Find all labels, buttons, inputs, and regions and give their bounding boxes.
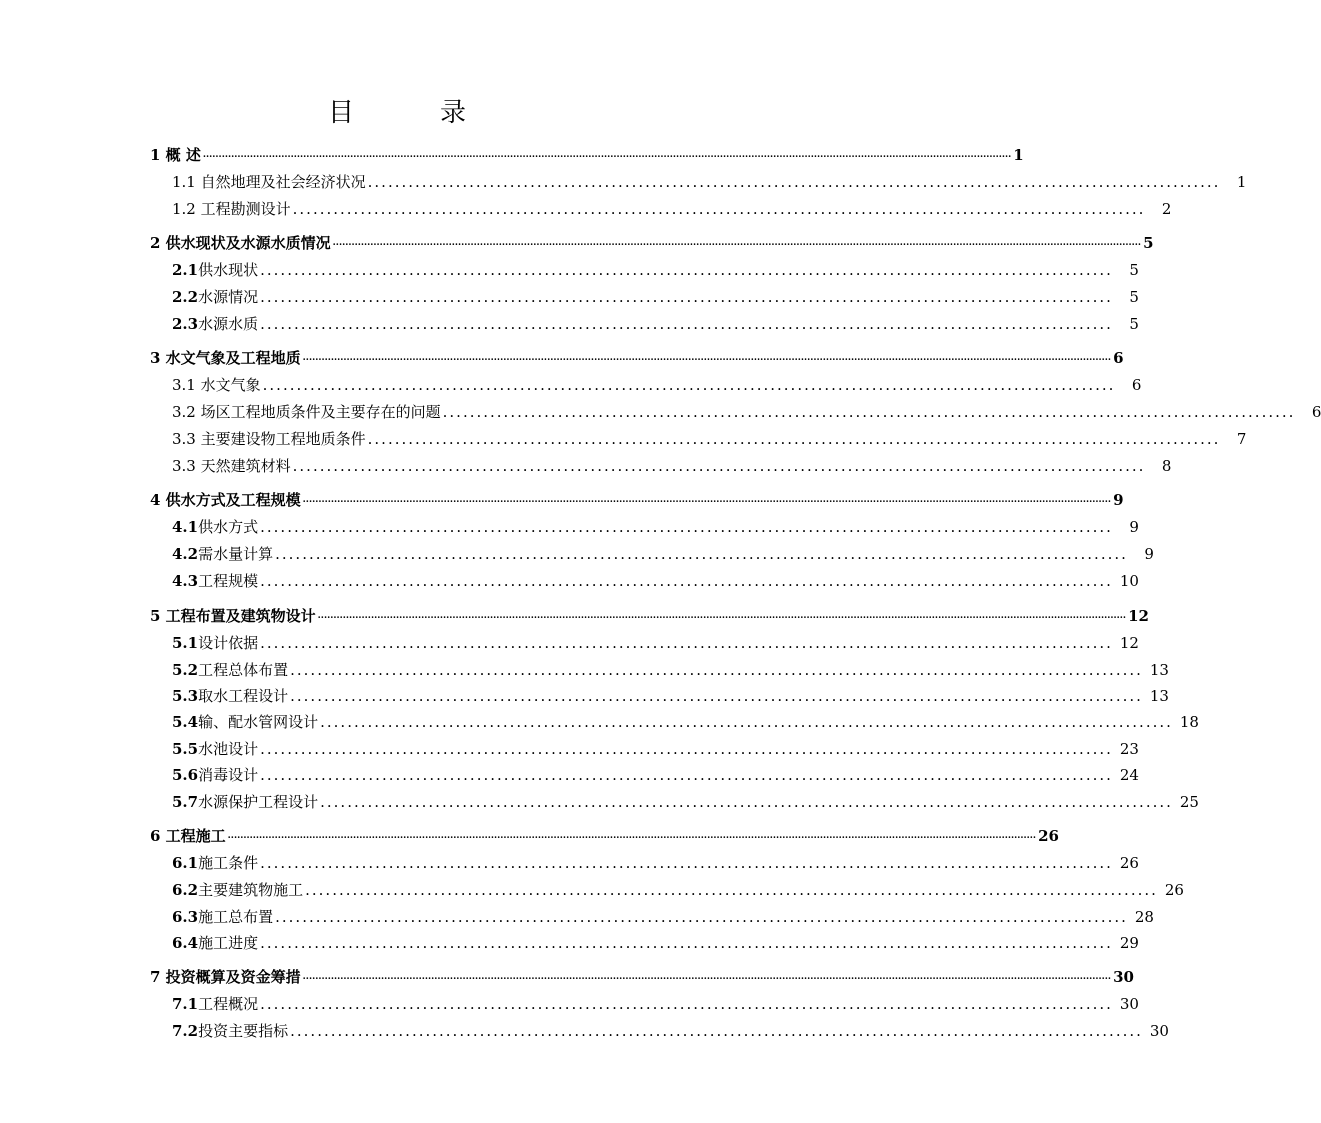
toc-entry-number: 1 bbox=[150, 146, 161, 164]
toc-page-number: 6 bbox=[1131, 376, 1142, 394]
toc-entry-number: 3 bbox=[150, 349, 161, 367]
toc-leader-dots: .............................................................................................................................. bbox=[320, 793, 1173, 811]
toc-page-number: 13 bbox=[1149, 661, 1169, 679]
toc-entry-number: 2.2 bbox=[172, 288, 199, 306]
toc-section-row[interactable] bbox=[172, 426, 1247, 448]
toc-leader-dots: .................................................................................................................................................................................................................................................................. bbox=[302, 353, 1112, 363]
toc-entry-number: 5.1 bbox=[172, 634, 199, 652]
toc-entry-label bbox=[150, 607, 316, 625]
toc-entry-number: 5.4 bbox=[172, 713, 199, 731]
toc-entry-label bbox=[172, 854, 258, 872]
toc-entry-label bbox=[172, 200, 291, 218]
toc-entry-label bbox=[172, 740, 258, 758]
toc-leader-dots: .............................................................................................................................. bbox=[260, 315, 1113, 333]
toc-section-row[interactable] bbox=[172, 196, 1172, 218]
toc-section-row[interactable] bbox=[172, 541, 1154, 563]
toc-page-number: 12 bbox=[1119, 634, 1139, 652]
toc-leader-dots: .............................................................................................................................. bbox=[305, 881, 1158, 899]
toc-section-row[interactable] bbox=[172, 169, 1247, 191]
toc-entry-title: 主要建设物工程地质条件 bbox=[195, 430, 366, 448]
toc-entry-label bbox=[150, 349, 301, 367]
toc-entry-label bbox=[172, 261, 258, 279]
toc-entry-title: 自然地理及社会经济状况 bbox=[195, 173, 366, 191]
toc-entry-label bbox=[172, 518, 258, 536]
toc-entry-number: 2 bbox=[150, 234, 161, 252]
toc-entry-title: 工程勘测设计 bbox=[195, 200, 291, 218]
toc-leader-dots: .............................................................................................................................. bbox=[260, 261, 1113, 279]
toc-section-row[interactable] bbox=[172, 789, 1199, 811]
toc-entry-title: 供水现状及水源水质情况 bbox=[160, 234, 331, 252]
toc-entry-title: 供水现状 bbox=[198, 261, 259, 279]
toc-leader-dots: .............................................................................................................................. bbox=[260, 766, 1113, 784]
toc-entry-number: 2.3 bbox=[172, 315, 199, 333]
toc-entry-title: 供水方式 bbox=[198, 518, 259, 536]
toc-entry-label bbox=[172, 545, 273, 563]
toc-entry-number: 1.2 bbox=[172, 200, 196, 218]
toc-section-row[interactable] bbox=[172, 904, 1154, 926]
toc-leader-dots: .............................................................................................................................. bbox=[367, 430, 1221, 448]
toc-entry-title: 工程概况 bbox=[198, 995, 259, 1013]
toc-page-number: 2 bbox=[1161, 200, 1172, 218]
toc-chapter-row[interactable] bbox=[150, 964, 1134, 986]
toc-entry-label bbox=[172, 687, 288, 705]
toc-entry-number: 3.3 bbox=[172, 430, 196, 448]
toc-page-number: 7 bbox=[1236, 430, 1247, 448]
toc-entry-title: 需水量计算 bbox=[198, 545, 274, 563]
toc-page-number: 1 bbox=[1236, 173, 1247, 191]
toc-entry-number: 7.1 bbox=[172, 995, 199, 1013]
toc-entry-title: 水文气象及工程地质 bbox=[160, 349, 301, 367]
toc-section-row[interactable] bbox=[172, 877, 1184, 899]
toc-entry-title: 水源保护工程设计 bbox=[198, 793, 319, 811]
toc-page-number: 1 bbox=[1013, 146, 1024, 164]
toc-entry-label bbox=[172, 1022, 288, 1040]
toc-section-row[interactable] bbox=[172, 991, 1139, 1013]
toc-entry-number: 6.1 bbox=[172, 854, 199, 872]
toc-entry-number: 4.1 bbox=[172, 518, 199, 536]
toc-leader-dots: .............................................................................................................................. bbox=[367, 173, 1221, 191]
toc-section-row[interactable] bbox=[172, 453, 1172, 475]
toc-entry-title: 水池设计 bbox=[198, 740, 259, 758]
toc-section-row[interactable] bbox=[172, 1018, 1169, 1040]
toc-page-number: 29 bbox=[1119, 934, 1139, 952]
toc-page-number: 9 bbox=[1129, 518, 1139, 536]
toc-entry-number: 4 bbox=[150, 491, 161, 509]
toc-leader-dots: .............................................................................................................................. bbox=[292, 457, 1146, 475]
toc-entry-title: 天然建筑材料 bbox=[195, 457, 291, 475]
toc-section-row[interactable] bbox=[172, 762, 1139, 784]
toc-entry-title: 施工总布置 bbox=[198, 908, 274, 926]
toc-section-row[interactable] bbox=[172, 372, 1142, 394]
toc-entry-label bbox=[172, 793, 318, 811]
toc-leader-dots: .............................................................................................................................. bbox=[292, 200, 1146, 218]
toc-entry-title: 施工条件 bbox=[198, 854, 259, 872]
toc-entry-title: 工程布置及建筑物设计 bbox=[160, 607, 316, 625]
toc-leader-dots: .............................................................................................................................. bbox=[320, 713, 1173, 731]
toc-entry-label bbox=[172, 713, 318, 731]
toc-entry-label bbox=[172, 376, 261, 394]
toc-entry-label bbox=[172, 457, 291, 475]
toc-leader-dots: .............................................................................................................................. bbox=[260, 572, 1113, 590]
toc-leader-dots: .............................................................................................................................. bbox=[260, 518, 1113, 536]
toc-leader-dots: .................................................................................................................................................................................................................................................................. bbox=[317, 611, 1127, 621]
toc-section-row[interactable] bbox=[172, 683, 1169, 705]
toc-entry-number: 7.2 bbox=[172, 1022, 199, 1040]
toc-entry-number: 5.2 bbox=[172, 661, 199, 679]
toc-section-row[interactable] bbox=[172, 284, 1139, 306]
toc-entry-title: 设计依据 bbox=[198, 634, 259, 652]
toc-entry-title: 水文气象 bbox=[195, 376, 261, 394]
toc-chapter-row[interactable] bbox=[150, 487, 1124, 509]
toc-page-number: 9 bbox=[1144, 545, 1154, 563]
toc-entry-label bbox=[172, 572, 258, 590]
toc-entry-title: 概 述 bbox=[160, 146, 201, 164]
toc-chapter-row[interactable] bbox=[150, 823, 1059, 845]
toc-entry-title: 投资概算及资金筹措 bbox=[160, 968, 301, 986]
toc-page-number: 5 bbox=[1129, 261, 1139, 279]
toc-leader-dots: .............................................................................................................................. bbox=[260, 854, 1113, 872]
toc-entry-label bbox=[150, 234, 331, 252]
toc-entry-label bbox=[172, 995, 258, 1013]
toc-section-row[interactable] bbox=[172, 257, 1139, 279]
toc-entry-title: 水源水质 bbox=[198, 315, 259, 333]
toc-entry-title: 投资主要指标 bbox=[198, 1022, 289, 1040]
toc-page-number: 25 bbox=[1179, 793, 1199, 811]
toc-leader-dots: .................................................................................................................................................................................................................................................................. bbox=[302, 972, 1112, 982]
toc-entry-title: 场区工程地质条件及主要存在的问题 bbox=[195, 403, 441, 421]
toc-chapter-row[interactable] bbox=[150, 345, 1124, 367]
toc-leader-dots: .................................................................................................................................................................................................................................................................. bbox=[202, 150, 1012, 160]
toc-leader-dots: .................................................................................................................................................................................................................................................................. bbox=[302, 495, 1112, 505]
toc-section-row[interactable] bbox=[172, 657, 1169, 679]
toc-page-number: 6 bbox=[1311, 403, 1321, 421]
toc-page-number: 5 bbox=[1129, 315, 1139, 333]
toc-leader-dots: .............................................................................................................................. bbox=[260, 634, 1113, 652]
toc-entry-label bbox=[172, 173, 366, 191]
toc-page-number: 26 bbox=[1119, 854, 1139, 872]
toc-page-number: 6 bbox=[1113, 349, 1124, 367]
toc-leader-dots: .............................................................................................................................. bbox=[275, 545, 1128, 563]
toc-entry-label bbox=[172, 288, 258, 306]
toc-entry-title: 取水工程设计 bbox=[198, 687, 289, 705]
toc-entry-title: 供水方式及工程规模 bbox=[160, 491, 301, 509]
toc-entry-title: 工程施工 bbox=[160, 827, 226, 845]
toc-entry-number: 4.2 bbox=[172, 545, 199, 563]
toc-entry-title: 输、配水管网设计 bbox=[198, 713, 319, 731]
toc-section-row[interactable] bbox=[172, 709, 1199, 731]
toc-page-number: 5 bbox=[1143, 234, 1154, 252]
toc-section-row[interactable] bbox=[172, 311, 1139, 333]
toc-entry-label bbox=[172, 881, 303, 899]
toc-section-row[interactable] bbox=[172, 736, 1139, 758]
toc-page-number: 23 bbox=[1119, 740, 1139, 758]
toc-leader-dots: .............................................................................................................................. bbox=[260, 934, 1113, 952]
toc-leader-dots: .................................................................................................................................................................................................................................................................. bbox=[332, 238, 1142, 248]
toc-entry-number: 6.2 bbox=[172, 881, 199, 899]
toc-entry-label bbox=[172, 766, 258, 784]
toc-entry-label bbox=[172, 634, 258, 652]
toc-entry-label bbox=[172, 661, 288, 679]
toc-leader-dots: .............................................................................................................................. bbox=[290, 687, 1143, 705]
toc-chapter-row[interactable] bbox=[150, 603, 1149, 625]
toc-entry-number: 3.1 bbox=[172, 376, 196, 394]
toc-entry-title: 工程规模 bbox=[198, 572, 259, 590]
toc-page-number: 28 bbox=[1134, 908, 1154, 926]
toc-section-row[interactable] bbox=[172, 568, 1139, 590]
toc-entry-title: 施工进度 bbox=[198, 934, 259, 952]
toc-leader-dots: .............................................................................................................................. bbox=[290, 661, 1143, 679]
toc-chapter-row[interactable] bbox=[150, 230, 1154, 252]
toc-page-number: 24 bbox=[1119, 766, 1139, 784]
toc-entry-label bbox=[172, 315, 258, 333]
toc-page-number: 10 bbox=[1119, 572, 1139, 590]
toc-section-row[interactable] bbox=[172, 930, 1139, 952]
toc-leader-dots: .............................................................................................................................. bbox=[442, 403, 1296, 421]
toc-page-number: 13 bbox=[1149, 687, 1169, 705]
toc-entry-label bbox=[150, 968, 301, 986]
toc-page-number: 12 bbox=[1128, 607, 1149, 625]
toc-entry-number: 6.4 bbox=[172, 934, 199, 952]
toc-entry-title: 工程总体布置 bbox=[198, 661, 289, 679]
toc-page-number: 30 bbox=[1113, 968, 1134, 986]
toc-entry-label bbox=[150, 827, 226, 845]
toc-entry-number: 5.6 bbox=[172, 766, 199, 784]
toc-leader-dots: .............................................................................................................................. bbox=[260, 995, 1113, 1013]
toc-entry-number: 1.1 bbox=[172, 173, 196, 191]
toc-entry-number: 5.7 bbox=[172, 793, 199, 811]
toc-entry-number: 2.1 bbox=[172, 261, 199, 279]
toc-page-number: 30 bbox=[1149, 1022, 1169, 1040]
toc-page-number: 9 bbox=[1113, 491, 1124, 509]
toc-page-number: 30 bbox=[1119, 995, 1139, 1013]
toc-section-row[interactable] bbox=[172, 630, 1139, 652]
toc-page-number: 18 bbox=[1179, 713, 1199, 731]
toc-entry-label bbox=[150, 146, 201, 164]
toc-leader-dots: .............................................................................................................................. bbox=[275, 908, 1128, 926]
toc-entry-number: 6 bbox=[150, 827, 161, 845]
toc-entry-number: 5.3 bbox=[172, 687, 199, 705]
toc-entry-label bbox=[172, 934, 258, 952]
toc-entry-number: 5 bbox=[150, 607, 161, 625]
toc-entry-label bbox=[172, 430, 366, 448]
toc-page-number: 26 bbox=[1164, 881, 1184, 899]
toc-entry-title: 消毒设计 bbox=[198, 766, 259, 784]
toc-entry-number: 5.5 bbox=[172, 740, 199, 758]
toc-leader-dots: .............................................................................................................................. bbox=[260, 288, 1113, 306]
toc-section-row[interactable] bbox=[172, 850, 1139, 872]
toc-page-number: 8 bbox=[1161, 457, 1172, 475]
toc-entry-label bbox=[172, 908, 273, 926]
toc-entry-label bbox=[150, 491, 301, 509]
toc-section-row[interactable] bbox=[172, 399, 1321, 421]
toc-leader-dots: .............................................................................................................................. bbox=[290, 1022, 1143, 1040]
toc-leader-dots: .................................................................................................................................................................................................................................................................. bbox=[227, 831, 1037, 841]
toc-entry-number: 3.3 bbox=[172, 457, 196, 475]
toc-section-row[interactable] bbox=[172, 514, 1139, 536]
toc-page-number: 5 bbox=[1129, 288, 1139, 306]
toc-entry-title: 水源情况 bbox=[198, 288, 259, 306]
toc-entry-number: 6.3 bbox=[172, 908, 199, 926]
toc-entry-number: 4.3 bbox=[172, 572, 199, 590]
toc-entry-number: 7 bbox=[150, 968, 161, 986]
toc-leader-dots: .............................................................................................................................. bbox=[262, 376, 1116, 394]
toc-chapter-row[interactable] bbox=[150, 142, 1024, 164]
toc-entry-title: 主要建筑物施工 bbox=[198, 881, 304, 899]
toc-page-number: 26 bbox=[1038, 827, 1059, 845]
toc-leader-dots: .............................................................................................................................. bbox=[260, 740, 1113, 758]
page-title: 目 录 bbox=[327, 98, 496, 128]
toc-entry-label bbox=[172, 403, 441, 421]
toc-entry-number: 3.2 bbox=[172, 403, 196, 421]
